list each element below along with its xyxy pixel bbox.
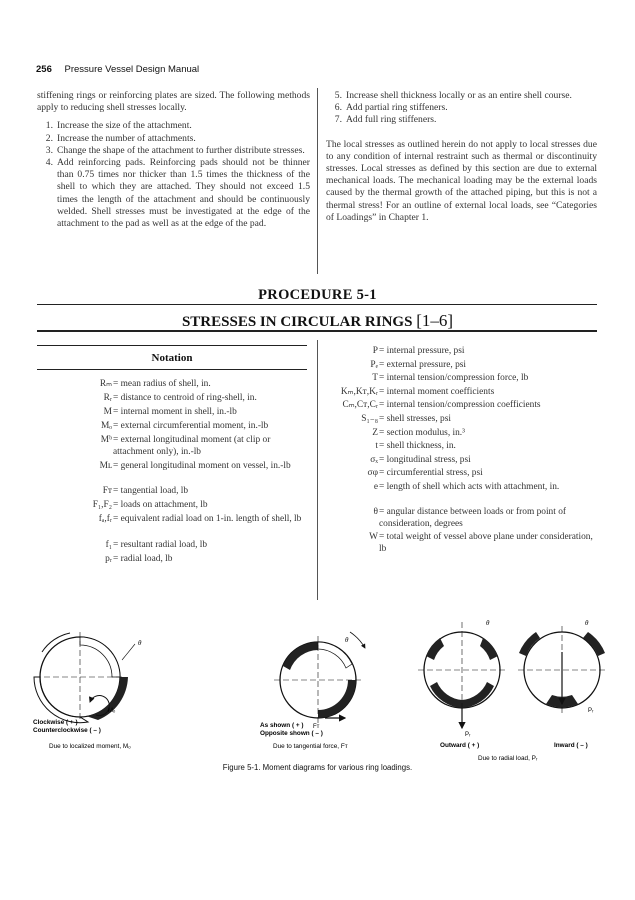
list-item: 3. Change the shape of the attachment to further distribute stresses. bbox=[45, 144, 305, 156]
theta-label-2: θ bbox=[585, 619, 589, 627]
notation-entry bbox=[322, 428, 593, 440]
list-item: 5. Increase shell thickness locally or as an entire shell course. bbox=[334, 90, 572, 101]
diagram-tangential-force bbox=[260, 632, 365, 750]
notation-definition: = radial load, lb bbox=[113, 553, 173, 564]
diagram-caption: Due to localized moment, Mₒ bbox=[49, 743, 131, 750]
notation-entry bbox=[322, 360, 593, 372]
notation-definition: = internal pressure, psi bbox=[379, 346, 465, 356]
notation-entry bbox=[322, 387, 593, 399]
diagram-radial-load bbox=[418, 619, 606, 762]
notation-entry bbox=[40, 500, 309, 512]
notation-entry bbox=[40, 435, 309, 458]
local-stress-paragraph: The local stresses as outlined herein do not apply to local stresses due to any condition of internal restraint such as thermal or discontinuity stresses. Local stresses as defined by this section are due to external mechanical loads. The mechanical loading may be the external loads caused by the thermal growth of the attached piping, but this is not a thermal stress! For an outline of external local loads, see “Categories of Loadings” in Chapter 1. bbox=[326, 138, 597, 223]
notation-symbol: T bbox=[372, 373, 378, 384]
column-divider bbox=[317, 88, 318, 274]
notation-definition: = angular distance between loads or from point of consideration, degrees bbox=[379, 507, 567, 529]
moment-diagram-fill bbox=[318, 680, 356, 718]
notation-definition: = external circumferential moment, in.-lb bbox=[113, 421, 269, 431]
diagram-caption: Due to tangential force, Fᴛ bbox=[273, 743, 348, 750]
notation-entry bbox=[322, 507, 593, 530]
notation-entry bbox=[322, 414, 593, 426]
notation-entry bbox=[322, 455, 593, 467]
theta-label: θ bbox=[345, 636, 349, 644]
notation-definition: = section modulus, in.³ bbox=[379, 427, 465, 438]
notation-symbol: Fᴛ bbox=[102, 486, 112, 497]
notation-entry bbox=[40, 554, 309, 566]
notation-definition: = equivalent radial load on 1-in. length of shell, lb bbox=[113, 514, 302, 525]
notation-symbol: Rᵣ bbox=[103, 393, 112, 403]
notation-symbol: F₁,F₂ bbox=[92, 500, 112, 511]
list-item: 4. Add reinforcing pads. Reinforcing pads should not be thinner than 0.75 times nor thicker than 1.5 times the thickness of the shell to which they are attached. They should not exceed 1.5 times the length of the attachment and should be continuously welded. Shell stresses must be investigated at the edge of the attachment to the pad as well as at the edge of the pad. bbox=[45, 157, 310, 230]
notation-symbol: f₁ bbox=[105, 539, 112, 550]
notation-definition: = external pressure, psi bbox=[379, 359, 467, 370]
title-rule-bottom bbox=[37, 330, 597, 332]
diagram-caption: Due to radial load, Pᵣ bbox=[478, 755, 538, 762]
notation-entry bbox=[40, 461, 309, 473]
notation-symbol: M bbox=[103, 407, 112, 417]
list-item: 1. Increase the size of the attachment. bbox=[45, 120, 192, 132]
notation-entry bbox=[40, 393, 309, 405]
notation-definition: = loads on attachment, lb bbox=[113, 500, 208, 511]
inward-label: Inward ( – ) bbox=[554, 742, 588, 749]
load-label-out: Pᵣ bbox=[465, 732, 471, 738]
notation-symbol: Mₒ bbox=[100, 421, 112, 431]
notation-entry bbox=[322, 482, 593, 494]
figure-caption: Figure 5-1. Moment diagrams for various ring loadings. bbox=[222, 763, 413, 772]
notation-symbol: fₐ,fᵣ bbox=[98, 514, 112, 525]
method-list-left bbox=[37, 120, 310, 230]
notation-definition: = resultant radial load, lb bbox=[113, 539, 208, 550]
subtitle-text: STRESSES IN CIRCULAR RINGS bbox=[181, 314, 413, 330]
load-label: Mₒ bbox=[108, 708, 116, 714]
book-title: Pressure Vessel Design Manual bbox=[64, 64, 200, 75]
notation-definition: = circumferential stress, psi bbox=[379, 468, 483, 479]
left-column bbox=[37, 90, 310, 230]
notation-entry bbox=[40, 514, 309, 526]
notation-entry bbox=[322, 346, 593, 358]
notation-symbol: Mᵇ bbox=[100, 435, 112, 445]
notation-symbol: Rₘ bbox=[99, 379, 112, 389]
notation-definition: = shell thickness, in. bbox=[379, 441, 456, 452]
diagram-localized-moment bbox=[33, 632, 142, 750]
notation-entry bbox=[40, 486, 309, 498]
notation-symbol: σφ bbox=[367, 468, 378, 479]
intro-paragraph: stiffening rings or reinforcing plates are sized. The following methods apply to reducing shell stresses locally. bbox=[37, 90, 310, 114]
figure-5-1 bbox=[0, 600, 635, 775]
notation-entry bbox=[40, 421, 309, 433]
notation-definition: = external longitudinal moment (at clip or attachment only), in.-lb bbox=[113, 435, 271, 457]
notation-symbol: σₓ bbox=[370, 454, 378, 465]
notation-entry bbox=[40, 379, 309, 391]
page-number: 256 bbox=[36, 64, 52, 75]
notation-symbol: pᵣ bbox=[105, 553, 112, 564]
notation-entry bbox=[40, 540, 309, 552]
list-item: 6. Add partial ring stiffeners. bbox=[334, 102, 448, 114]
notation-entry bbox=[322, 532, 593, 555]
notation-definition: = longitudinal stress, psi bbox=[379, 454, 471, 465]
ccw-label: Counterclockwise ( – ) bbox=[33, 727, 101, 734]
theta-label: θ bbox=[486, 619, 490, 627]
load-label: Fᴛ bbox=[313, 724, 320, 730]
notation-symbol: P bbox=[372, 346, 378, 356]
notation-symbol: S₁₋₈ bbox=[361, 414, 378, 424]
notation-symbol: Z bbox=[372, 427, 378, 438]
notation-entry bbox=[322, 441, 593, 453]
notation-definition: = internal moment in shell, in.-lb bbox=[113, 407, 237, 417]
notation-definition: = internal tension/compression force, lb bbox=[379, 373, 529, 384]
notation-symbol: e bbox=[373, 482, 378, 492]
title-rule-top bbox=[37, 304, 597, 305]
notation-rule-top bbox=[37, 345, 307, 346]
notation-divider bbox=[317, 340, 318, 600]
notation-entry bbox=[322, 400, 593, 412]
cw-label: Clockwise ( + ) bbox=[33, 719, 78, 726]
notation-definition: = length of shell which acts with attachment, in. bbox=[379, 482, 560, 492]
notation-entry bbox=[40, 407, 309, 419]
notation-definition: = internal moment coefficients bbox=[379, 386, 495, 397]
notation-symbol: Cₘ,Cᴛ,Cᵣ bbox=[342, 400, 378, 411]
method-list-right bbox=[326, 90, 597, 127]
notation-symbol: Pₑ bbox=[370, 359, 378, 370]
notation-definition: = general longitudinal moment on vessel, in.-lb bbox=[113, 460, 291, 471]
list-item: 7. Add full ring stiffeners. bbox=[334, 114, 437, 126]
notation-symbol: Kₘ,Kᴛ,Kᵣ bbox=[340, 386, 378, 397]
notation-entry bbox=[322, 373, 593, 385]
notation-title: Notation bbox=[151, 352, 193, 364]
subtitle-references: [1–6] bbox=[416, 311, 454, 330]
theta-label: θ bbox=[138, 639, 142, 647]
notation-definition: = tangential load, lb bbox=[113, 486, 189, 497]
notation-entry bbox=[322, 468, 593, 480]
load-label-in: Pᵣ bbox=[588, 708, 594, 714]
outward-label: Outward ( + ) bbox=[440, 742, 480, 749]
running-header bbox=[36, 64, 199, 75]
list-item: 2. Increase the number of attachments. bbox=[45, 132, 196, 144]
as-shown-label: As shown ( + ) bbox=[260, 722, 304, 729]
notation-definition: = internal tension/compression coefficients bbox=[379, 400, 541, 411]
notation-symbol: t bbox=[375, 441, 378, 452]
notation-rule-bottom bbox=[37, 369, 307, 370]
right-column bbox=[326, 90, 597, 224]
procedure-subtitle bbox=[0, 311, 635, 331]
opposite-label: Opposite shown ( – ) bbox=[260, 730, 323, 737]
notation-definition: = mean radius of shell, in. bbox=[113, 379, 211, 389]
notation-symbol: θ bbox=[373, 507, 378, 518]
notation-symbol: W bbox=[369, 532, 378, 543]
notation-symbol: Mʟ bbox=[99, 460, 112, 471]
procedure-title: PROCEDURE 5-1 bbox=[258, 287, 377, 303]
notation-definition: = distance to centroid of ring-shell, in. bbox=[113, 393, 257, 403]
notation-definition: = shell stresses, psi bbox=[379, 414, 451, 424]
notation-definition: = total weight of vessel above plane under consideration, lb bbox=[379, 532, 593, 554]
